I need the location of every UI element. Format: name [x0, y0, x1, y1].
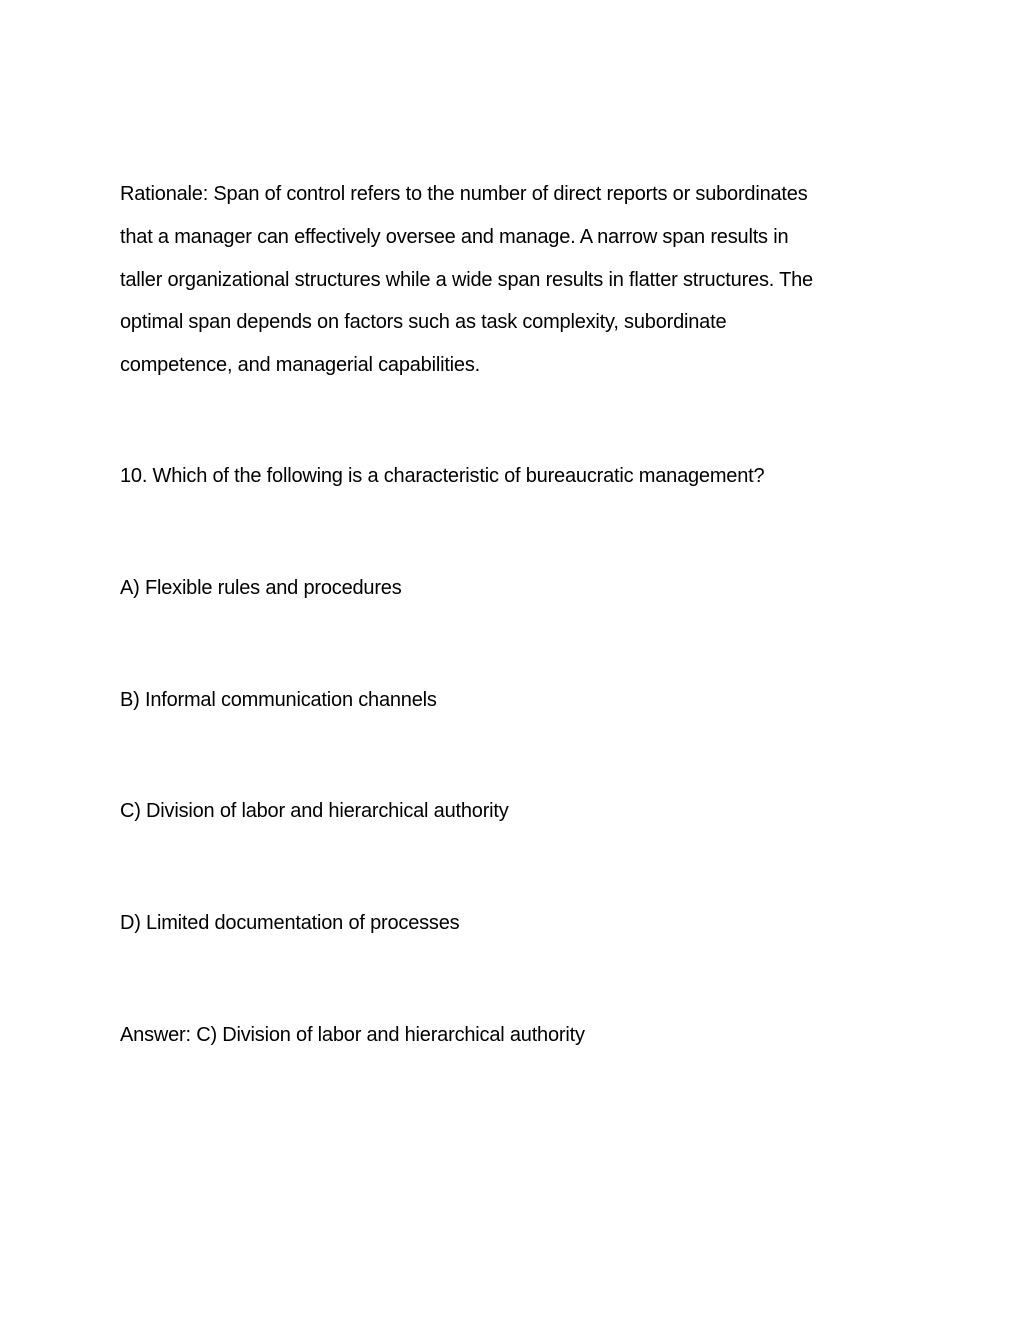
option-a: A) Flexible rules and procedures — [120, 576, 402, 599]
rationale-line: competence, and managerial capabilities. — [120, 354, 480, 377]
answer-text: Answer: C) Division of labor and hierarchical authority — [120, 1023, 585, 1046]
rationale-line: that a manager can effectively oversee and manage. A narrow span results in — [120, 225, 789, 248]
option-d: D) Limited documentation of processes — [120, 912, 460, 935]
rationale-line: taller organizational structures while a wide span results in flatter structures. The — [120, 268, 813, 291]
option-b: B) Informal communication channels — [120, 688, 437, 711]
question-text: 10. Which of the following is a characteristic of bureaucratic management? — [120, 464, 765, 487]
rationale-paragraph — [120, 173, 910, 387]
rationale-line: optimal span depends on factors such as task complexity, subordinate — [120, 311, 727, 334]
rationale-line: Rationale: Span of control refers to the number of direct reports or subordinates — [120, 183, 808, 205]
option-c: C) Division of labor and hierarchical authority — [120, 800, 509, 823]
document-content — [120, 173, 910, 1057]
